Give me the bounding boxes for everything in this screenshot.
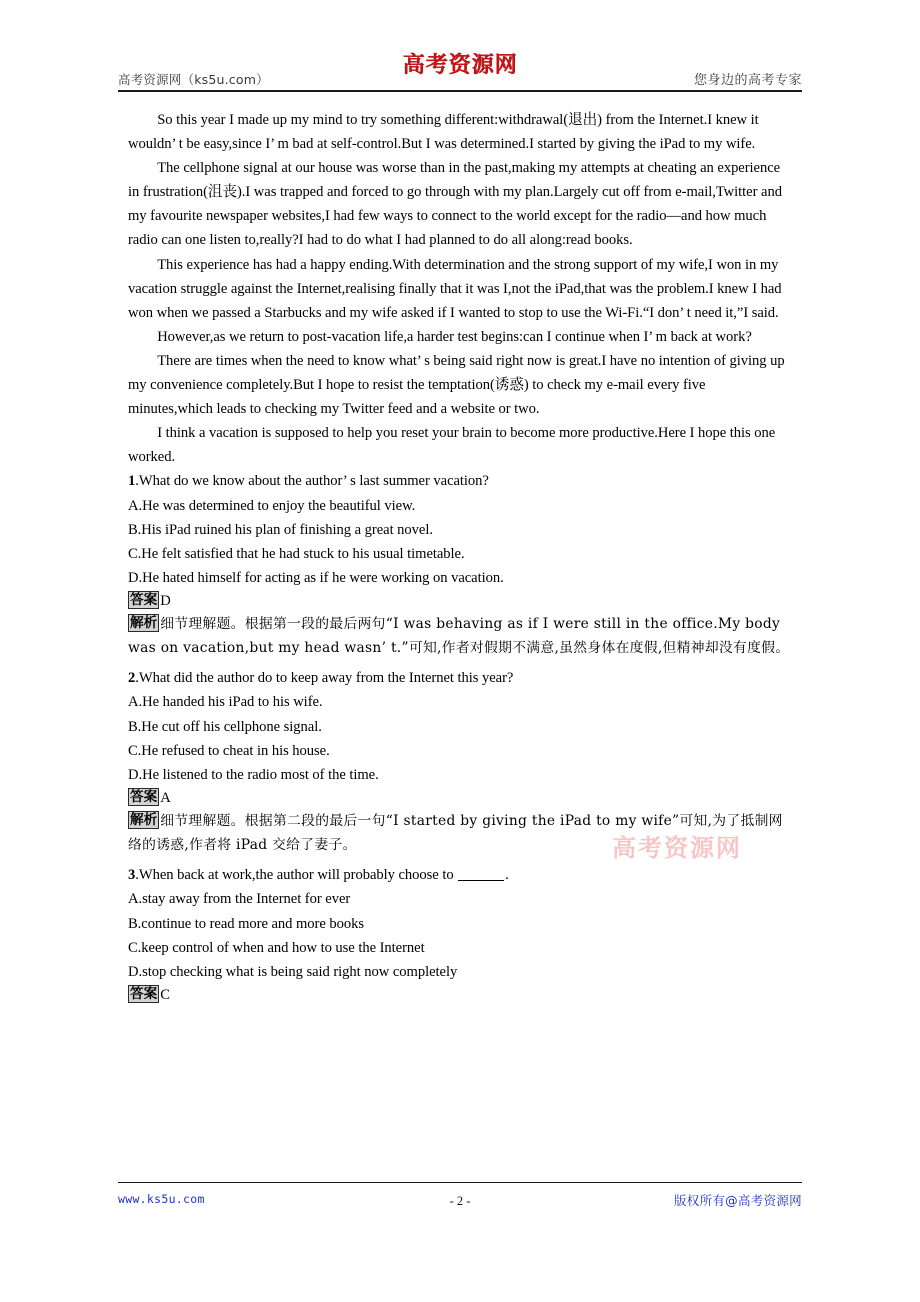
option-c[interactable]: C.keep control of when and how to use the Internet	[128, 939, 425, 956]
header-logo: 高考资源网	[402, 53, 518, 78]
passage-paragraph: This experience has had a happy ending.With determination and the strong support of my wife,I won in my vacation struggle against the Internet,realising finally that it was I,not the iPad,that was the problem.I knew I had won when we passed a Starbucks and my wife asked if I wanted to stop to use the Wi-Fi.“I don’ t need it,”I said.	[128, 256, 782, 321]
question-text: .When back at work,the author will probably choose to	[135, 867, 458, 884]
document-body	[128, 108, 792, 1007]
option-d[interactable]: D.He listened to the radio most of the time.	[128, 766, 379, 783]
passage-paragraph: The cellphone signal at our house was worse than in the past,making my attempts at cheating an experience in frustration(沮丧).I was trapped and forced to go through with my plan.Largely cut off from e-mail,Twitter and my favourite newspaper websites,I had few ways to connect to the world except for the radio—and how much radio can one listen to,really?I had to do what I had planned to do all along:read books.	[128, 160, 782, 249]
answer-row	[128, 787, 792, 811]
question-text: .What do we know about the author’ s last summer vacation?	[135, 473, 489, 490]
analysis-row	[128, 613, 792, 660]
passage-paragraph: However,as we return to post-vacation life,a harder test begins:can I continue when I’ m back at work?	[157, 328, 752, 345]
option-a[interactable]: A.stay away from the Internet for ever	[128, 891, 351, 908]
passage-paragraph: So this year I made up my mind to try something different:withdrawal(退出) from the Internet.I knew it wouldn’ t be easy,since I’ m bad at self-control.But I was determined.I started by giving the iPad to my wife.	[128, 112, 759, 153]
page-number: - 2 -	[449, 1194, 471, 1208]
answer-value: A	[160, 789, 171, 806]
footer-divider	[118, 1182, 802, 1183]
option-c[interactable]: C.He refused to cheat in his house.	[128, 742, 330, 759]
question-text: .What did the author do to keep away from the Internet this year?	[135, 670, 514, 687]
option-b[interactable]: B.He cut off his cellphone signal.	[128, 718, 322, 735]
footer-copyright: 版权所有@高考资源网	[673, 1193, 802, 1208]
option-a[interactable]: A.He handed his iPad to his wife.	[128, 694, 323, 711]
option-b[interactable]: B.continue to read more and more books	[128, 915, 364, 932]
question-number: 2	[128, 670, 136, 687]
passage-paragraph: There are times when the need to know what’ s being said right now is great.I have no intention of giving up my convenience completely.But I hope to resist the temptation(诱惑) to check my e-mail every five minutes,which leads to checking my Twitter feed and a website or two.	[128, 352, 785, 418]
option-b[interactable]: B.His iPad ruined his plan of finishing a great novel.	[128, 521, 433, 538]
analysis-text: 细节理解题。根据第一段的最后两句“I was behaving as if I were still in the office.My body was on vacation,but my head wasn’ t.”可知,作者对假期不满意,虽然身体在度假,但精神却没有度假。	[128, 616, 790, 656]
answer-blank[interactable]	[458, 880, 504, 881]
analysis-text: 细节理解题。根据第二段的最后一句“I started by giving the iPad to my wife”可知,为了抵制网络的诱惑,作者将 iPad 交给了妻子。	[128, 813, 783, 853]
option-c[interactable]: C.He felt satisfied that he had stuck to his usual timetable.	[128, 545, 465, 562]
answer-row	[128, 590, 792, 614]
passage-paragraph: I think a vacation is supposed to help you reset your brain to become more productive.Here I hope this one worked.	[128, 425, 776, 466]
header-divider	[118, 90, 802, 92]
answer-label: 答案	[130, 985, 158, 1002]
answer-label: 答案	[130, 788, 158, 805]
option-a[interactable]: A.He was determined to enjoy the beautiful view.	[128, 497, 416, 514]
page-header	[118, 52, 802, 92]
option-d[interactable]: D.He hated himself for acting as if he were working on vacation.	[128, 569, 504, 586]
answer-value: D	[160, 592, 171, 609]
header-tagline: 您身边的高考专家	[693, 73, 802, 88]
question-stem	[128, 469, 792, 493]
footer-url[interactable]: www.ks5u.com	[118, 1192, 205, 1206]
question-stem	[128, 666, 792, 690]
question-number: 3	[128, 867, 136, 884]
answer-label: 答案	[130, 591, 158, 608]
watermark: 高考资源网	[612, 834, 742, 862]
answer-row	[128, 984, 792, 1008]
analysis-label: 解析	[130, 812, 158, 829]
answer-value: C	[160, 986, 170, 1003]
header-site-name: 高考资源网（ks5u.com）	[118, 72, 269, 87]
page-footer	[118, 1190, 802, 1214]
question-number: 1	[128, 473, 136, 490]
option-d[interactable]: D.stop checking what is being said right now completely	[128, 963, 458, 980]
question-text-end: .	[505, 867, 509, 884]
question-stem	[128, 863, 792, 887]
analysis-row	[128, 810, 792, 857]
analysis-label: 解析	[130, 615, 158, 632]
